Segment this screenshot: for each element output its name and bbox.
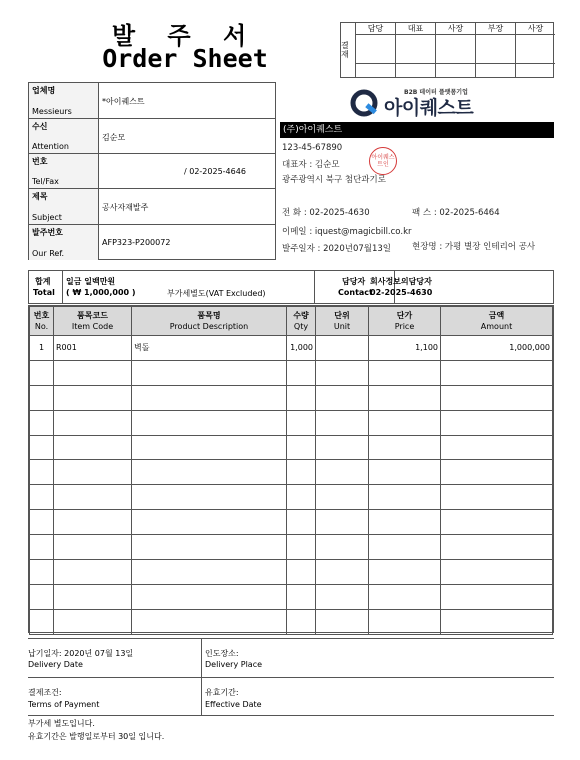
table-cell: [316, 435, 369, 460]
table-cell: [369, 360, 441, 385]
table-cell: [287, 510, 316, 535]
payment-label: 결제조건:: [28, 688, 62, 697]
table-cell: [369, 410, 441, 435]
table-cell: [30, 485, 54, 510]
table-cell: [369, 584, 441, 609]
table-cell: [30, 535, 54, 560]
table-cell: [316, 609, 369, 634]
table-cell: [30, 560, 54, 585]
header-no: 번호 No.: [30, 307, 54, 336]
table-cell: [287, 410, 316, 435]
approval-side-label: 결재: [341, 23, 356, 77]
table-cell: [316, 360, 369, 385]
total-label-ko: 합계: [35, 277, 51, 286]
contact-label-ko: 담당자: [342, 277, 366, 286]
approval-col-4: 부장: [476, 23, 516, 77]
note-vat: 부가세 별도입니다.: [28, 719, 95, 728]
table-cell: [287, 460, 316, 485]
table-cell: [441, 510, 553, 535]
footer-vertical-divider: [201, 638, 202, 715]
company-value: *아이퀘스트: [102, 97, 145, 106]
table-row: [30, 385, 553, 410]
items-header-row: [30, 307, 553, 336]
table-cell: [30, 609, 54, 634]
table-row: [30, 460, 553, 485]
supplier-phone: 전 화 : 02-2025-4630: [282, 208, 370, 218]
table-row: [30, 535, 553, 560]
table-cell: [54, 460, 132, 485]
table-cell: [287, 360, 316, 385]
cell-amount: 1,000,000: [441, 336, 553, 361]
table-row: [30, 510, 553, 535]
table-cell: [441, 560, 553, 585]
table-cell: [369, 609, 441, 634]
note-validity: 유효기간은 발행일로부터 30일 입니다.: [28, 732, 165, 741]
table-cell: [54, 435, 132, 460]
header-amount: 금액 Amount: [441, 307, 553, 336]
table-cell: [316, 560, 369, 585]
table-cell: [369, 435, 441, 460]
table-cell: [30, 435, 54, 460]
supplier-fax: 팩 스 : 02-2025-6464: [412, 208, 500, 218]
cell-price: 1,100: [369, 336, 441, 361]
table-cell: [316, 485, 369, 510]
supplier-address: 광주광역시 북구 첨단과기로: [282, 175, 386, 185]
table-cell: [369, 510, 441, 535]
approval-col-2: 대표: [396, 23, 436, 77]
table-cell: [441, 460, 553, 485]
table-cell: [441, 360, 553, 385]
table-cell: [287, 584, 316, 609]
table-cell: [287, 535, 316, 560]
table-cell: [369, 460, 441, 485]
total-label-en: Total: [33, 288, 55, 297]
info-row-company: 업체명 Messieurs *아이퀘스트: [29, 83, 275, 119]
info-row-attention: 수신 Attention 김순모: [29, 119, 275, 154]
supplier-ceo: 대표자 : 김순모: [282, 160, 340, 170]
approval-box: [340, 22, 554, 78]
table-cell: [30, 360, 54, 385]
company-logo-icon: [350, 89, 380, 119]
header-description: 품목명 Product Description: [132, 307, 287, 336]
contact-phone: 02-2025-4630: [370, 288, 433, 297]
logo-text: 아이퀘스트: [384, 97, 474, 119]
table-cell: [54, 609, 132, 634]
effective-label: 유효기간:: [205, 688, 239, 697]
table-cell: [132, 410, 287, 435]
table-cell: [441, 435, 553, 460]
table-cell: [441, 584, 553, 609]
table-cell: [54, 510, 132, 535]
table-cell: [369, 385, 441, 410]
table-cell: [369, 485, 441, 510]
table-cell: [54, 360, 132, 385]
subject-value: 공사자재발주: [102, 203, 149, 212]
table-cell: [30, 385, 54, 410]
table-row: [30, 609, 553, 634]
table-cell: [132, 385, 287, 410]
table-cell: [132, 460, 287, 485]
table-cell: [287, 485, 316, 510]
items-table: [28, 305, 554, 633]
info-row-tel: 번호 Tel/Fax / 02-2025-4646: [29, 154, 275, 189]
table-cell: [132, 510, 287, 535]
supplier-name-bar: (주)아이퀘스트: [280, 122, 554, 138]
approval-col-1: 담당: [356, 23, 396, 77]
table-cell: [316, 584, 369, 609]
supplier-email: 이메일 : iquest@magicbill.co.kr: [282, 227, 412, 237]
table-cell: [132, 535, 287, 560]
ref-value: AFP323-P200072: [102, 238, 171, 247]
table-cell: [287, 560, 316, 585]
table-cell: [316, 535, 369, 560]
table-row: [30, 485, 553, 510]
cell-no: 1: [30, 336, 54, 361]
table-cell: [54, 560, 132, 585]
table-cell: [132, 360, 287, 385]
table-cell: [369, 535, 441, 560]
footer-divider-top: [28, 638, 554, 639]
approval-col-5: 사장: [516, 23, 555, 77]
table-cell: [316, 385, 369, 410]
table-row: [30, 410, 553, 435]
table-cell: [30, 460, 54, 485]
cell-qty: 1,000: [287, 336, 316, 361]
title-english: Order Sheet: [102, 44, 268, 73]
payment-en: Terms of Payment: [28, 700, 100, 709]
table-row: [30, 360, 553, 385]
footer-divider-middle: [28, 677, 554, 678]
table-cell: [441, 410, 553, 435]
tel-value: / 02-2025-4646: [184, 167, 246, 176]
delivery-place-en: Delivery Place: [205, 660, 263, 669]
table-cell: [30, 510, 54, 535]
info-row-ref: 발주번호 Our Ref. AFP323-P200072: [29, 225, 275, 260]
table-cell: [132, 560, 287, 585]
order-date: 발주일자 : 2020년07월13일: [282, 244, 392, 254]
footer-divider-bottom: [28, 715, 554, 716]
header-item-code: 품목코드 Item Code: [54, 307, 132, 336]
table-cell: [54, 535, 132, 560]
table-cell: [132, 609, 287, 634]
table-cell: [316, 510, 369, 535]
site-name: 현장명 : 가평 별장 인테리어 공사: [412, 242, 536, 252]
table-cell: [441, 535, 553, 560]
table-row: [30, 584, 553, 609]
effective-en: Effective Date: [205, 700, 262, 709]
table-cell: [441, 485, 553, 510]
delivery-place-label: 인도장소:: [205, 649, 239, 658]
table-cell: [54, 485, 132, 510]
table-cell: [287, 385, 316, 410]
recipient-info-table: [28, 82, 276, 260]
info-row-subject: 제목 Subject 공사자재발주: [29, 189, 275, 225]
delivery-date-en: Delivery Date: [28, 660, 83, 669]
company-seal-stamp: 아이퀘스트인: [369, 147, 397, 175]
table-cell: [54, 385, 132, 410]
vat-note: 부가세별도(VAT Excluded): [167, 289, 266, 298]
table-cell: [54, 584, 132, 609]
header-price: 단가 Price: [369, 307, 441, 336]
table-cell: [30, 584, 54, 609]
table-cell: [369, 560, 441, 585]
approval-col-3: 사장: [436, 23, 476, 77]
header-qty: 수량 Qty: [287, 307, 316, 336]
header-unit: 단위 Unit: [316, 307, 369, 336]
delivery-date-label: 납기일자: 2020년 07월 13일: [28, 649, 134, 658]
table-row: [30, 336, 553, 361]
table-cell: [132, 435, 287, 460]
table-cell: [30, 410, 54, 435]
cell-unit: [316, 336, 369, 361]
logo-tagline: B2B 데이터 플랫폼기업: [404, 89, 468, 96]
cell-description: 벽돌: [132, 336, 287, 361]
total-amount: ( ₩ 1,000,000 ): [66, 288, 136, 297]
total-row: [28, 270, 554, 304]
contact-name: 회사정보의담당자: [370, 277, 432, 286]
table-cell: [441, 609, 553, 634]
cell-item-code: R001: [54, 336, 132, 361]
attention-value: 김순모: [102, 133, 126, 142]
table-cell: [287, 435, 316, 460]
table-cell: [316, 460, 369, 485]
table-row: [30, 560, 553, 585]
supplier-reg-no: 123-45-67890: [282, 143, 343, 153]
table-cell: [316, 410, 369, 435]
table-cell: [132, 584, 287, 609]
title-korean: 발 주 서: [111, 22, 259, 50]
table-cell: [54, 410, 132, 435]
table-cell: [287, 609, 316, 634]
total-amount-ko: 일금 일백만원: [66, 277, 116, 286]
table-cell: [132, 485, 287, 510]
table-cell: [441, 385, 553, 410]
table-row: [30, 435, 553, 460]
contact-label-en: Contact: [338, 288, 373, 297]
